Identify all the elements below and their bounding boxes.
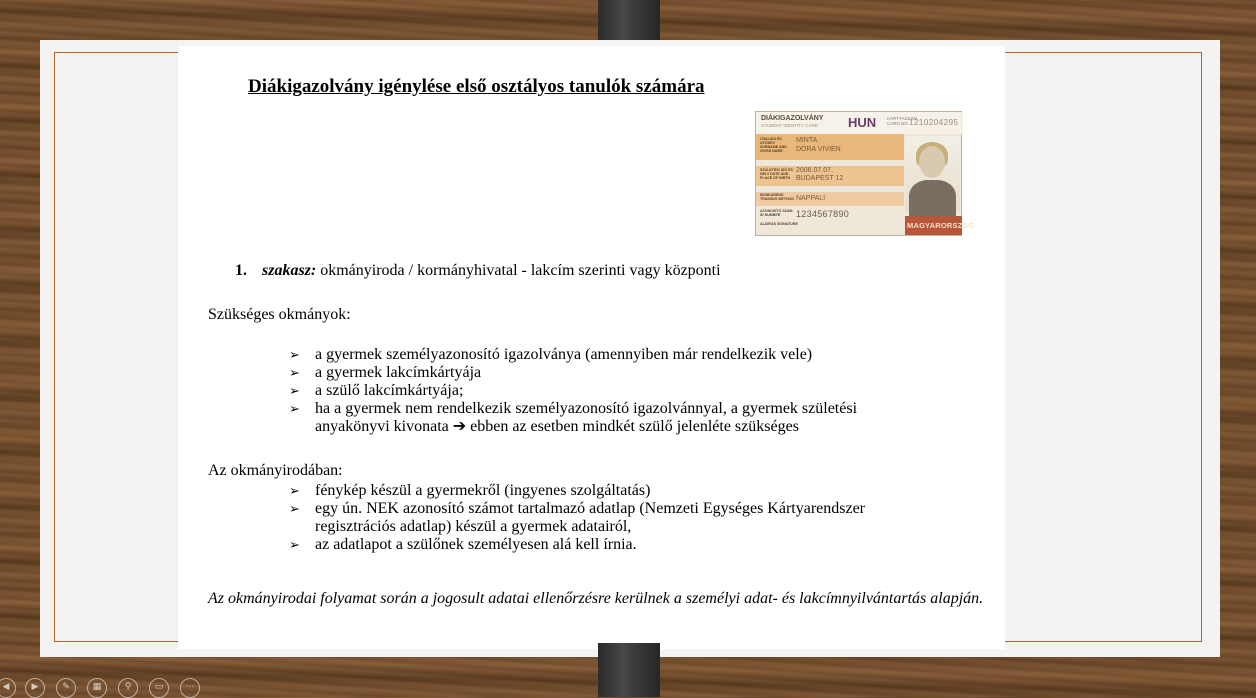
office-items-list [289, 482, 865, 554]
list-item: ➢ az adatlapot a szülőnek személyesen alá kell írnia. [289, 536, 637, 553]
list-item: ➢ a gyermek személyazonosító igazolványa (amennyiben már rendelkezik vele) [289, 346, 813, 363]
list-item: ➢ ha a gyermek nem rendelkezik személyazonosító igazolvánnyal, a gyermek születési [289, 400, 858, 417]
required-docs-heading: Szükséges okmányok: [208, 306, 351, 323]
card-id-value: 1234567890 [796, 209, 850, 219]
list-item: ➢ fénykép készül a gyermekről (ingyenes szolgáltatás) [289, 482, 651, 499]
card-footer-text: MAGYARORSZÁG [907, 221, 975, 230]
more-icon[interactable]: ⋯ [180, 678, 200, 698]
card-birth-line2: BUDAPEST 12 [796, 175, 844, 182]
card-title: DIÁKIGAZOLVÁNY [761, 115, 824, 122]
section-text: okmányiroda / kormányhivatal - lakcím szerinti vagy központi [316, 262, 721, 279]
card-birth-line1: 2006.07.07. [796, 167, 833, 174]
card-subtitle: STUDENT IDENTITY CARD [761, 123, 818, 128]
card-country: HUN [848, 115, 877, 130]
card-schedule-label: MUNKAREND TRAINING METHOD [760, 193, 794, 201]
required-docs-list [289, 346, 857, 436]
card-name-line2: DÓRA VIVIEN [796, 146, 841, 153]
document-page [178, 46, 1005, 649]
card-photo [905, 136, 960, 212]
list-item: ➢ egy ún. NEK azonosító számot tartalmazó adatlap (Nemzeti Egységes Kártyarendszer [289, 500, 866, 517]
document-title: Diákigazolvány igénylése első osztályos tanulók számára [248, 76, 705, 97]
card-birth-label: SZÜLETÉSI IDŐ ÉS HELY DATE AND PLACE OF BIRTH [760, 168, 793, 180]
arrow-bullet-icon: ➢ [289, 401, 300, 416]
subtitles-icon[interactable]: ▭ [149, 678, 169, 698]
student-id-card-image [755, 111, 975, 236]
section-number: 1. [235, 262, 247, 279]
slide [40, 40, 1220, 657]
slideshow-toolbar [0, 678, 270, 697]
list-item-continuation: anyakönyvi kivonata ➔ ebben az esetben mindkét szülő jelenléte szükséges [315, 418, 799, 435]
list-item: ➢ a szülő lakcímkártyája; [289, 382, 464, 399]
photo-face [919, 146, 945, 178]
card-number: 1210204295 [909, 118, 959, 127]
zoom-icon[interactable]: ⚲ [118, 678, 138, 698]
card-name-line1: MINTA [796, 137, 818, 144]
section-heading [235, 262, 721, 280]
card-footer [905, 216, 975, 235]
arrow-bullet-icon: ➢ [289, 383, 300, 398]
next-icon[interactable]: ▶ [25, 678, 45, 698]
card-name-label: CSALÁDI ÉS UTÓNÉV SURNAME AND GIVEN NAME [760, 137, 787, 153]
arrow-bullet-icon: ➢ [289, 365, 300, 380]
arrow-bullet-icon: ➢ [289, 537, 300, 552]
note-paragraph: Az okmányirodai folyamat során a jogosult adatai ellenőrzésre kerülnek a személyi adat- és lakcímnyilvántartás alapján. [208, 590, 984, 607]
previous-icon[interactable]: ◀ [0, 678, 16, 698]
section-label: szakasz: [262, 262, 317, 279]
pen-icon[interactable]: ✎ [56, 678, 76, 698]
slides-icon[interactable]: ▦ [87, 678, 107, 698]
arrow-bullet-icon: ➢ [289, 347, 300, 362]
card-signature-label: ALÁÍRÁS SIGNATURE [760, 222, 798, 226]
photo-body [909, 180, 956, 220]
card-schedule-value: NAPPALI [796, 195, 826, 202]
office-heading: Az okmányirodában: [208, 462, 343, 479]
arrow-bullet-icon: ➢ [289, 483, 300, 498]
list-item-continuation: regisztrációs adatlap) készül a gyermek adatairól, [315, 518, 632, 535]
strap-bottom [598, 643, 660, 697]
card-id-label: AZONOSÍTÓ SZÁM ID NUMBER [760, 209, 793, 217]
arrow-bullet-icon: ➢ [289, 501, 300, 516]
card-number-label: KÁRTYASZÁM CARD NO [887, 116, 918, 126]
list-item: ➢ a gyermek lakcímkártyája [289, 364, 482, 381]
